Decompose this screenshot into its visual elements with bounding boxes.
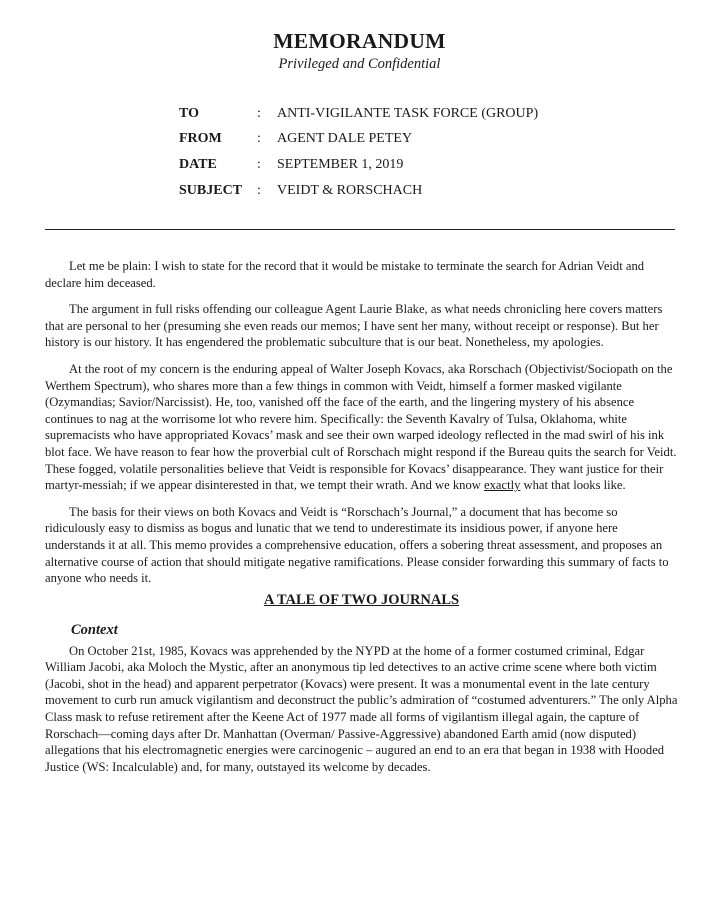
field-value: SEPTEMBER 1, 2019 [277, 157, 404, 172]
paragraph-4: The basis for their views on both Kovacs and Veidt is “Rorschach’s Journal,” a document that has become so ridiculously easy to dismiss as bogus and lunatic that we tend to underestimate its insidious power, if anyone here understands it at all. This memo provides a comprehensive education, offers a sobering threat assessment, and proposes an alternative course of action that should mitigate negative ramifications. Please consider forwarding this summary of facts to anyone who needs it. [45, 504, 669, 586]
paragraph-2: The argument in full risks offending our colleague Agent Laurie Blake, as what needs chronicling here covers matters that are personal to her (presuming she even reads our memos; I have sent her many, without receipt or response). But her history is our history. It has engendered the problematic subculture that is our beat. Nonetheless, my apologies. [45, 302, 663, 350]
field-label: TO [179, 106, 199, 121]
field-value: ANTI-VIGILANTE TASK FORCE (GROUP) [277, 106, 539, 121]
field-colon: : [257, 157, 261, 172]
field-colon: : [257, 183, 261, 198]
field-value: AGENT DALE PETEY [277, 131, 413, 146]
field-label: DATE [179, 157, 217, 172]
paragraph-3-text: At the root of my concern is the enduring appeal of Walter Joseph Kovacs, aka Rorschach (Objectivist/Sociopath on the Werthem Spectrum), who shares more than a few things in common with Veidt, himself a former masked vigilante (Ozymandias; Savior/Narcissist). He, too, vanished off the face of the earth, and the lingering mystery of his absence continues to nag at the worrisome lot who revere him. Specifically: the Seventh Kavalry of Tulsa, Oklahoma, white supremacists who have appropriated Kovacs’ mask and see their own warped ideology reflected in the mad swirl of his ink blot face. We have reason to fear how the proverbial cult of Rorschach might respond if the Bureau quits the search for Veidt. These fogged, volatile personalities believe that Veidt is responsible for Kovacs’ disappearance. They want justice for their martyr-messiah; if we appear disinterested in that, we tempt their wrath. And we know [45, 361, 677, 493]
memo-body [45, 258, 678, 785]
field-colon: : [257, 106, 261, 121]
field-label: FROM [179, 131, 222, 146]
memo-subtitle: Privileged and Confidential [278, 56, 441, 72]
emphasis-exactly: exactly [484, 478, 521, 493]
paragraph-3-end: what that looks like. [520, 478, 626, 493]
paragraph-1: Let me be plain: I wish to state for the record that it would be mistake to terminate the search for Adrian Veidt and declare him deceased. [45, 259, 645, 290]
subheading-context: Context [71, 621, 118, 638]
memo-title: MEMORANDUM [273, 29, 446, 53]
field-value: VEIDT & RORSCHACH [277, 183, 423, 198]
field-colon: : [257, 131, 261, 146]
field-label: SUBJECT [179, 183, 243, 198]
header-divider [45, 229, 675, 230]
paragraph-5: On October 21st, 1985, Kovacs was apprehended by the NYPD at the home of a former costumed criminal, Edgar William Jacobi, aka Moloch the Mystic, after an anonymous tip led detectives to an active crime scene where both victim (Jacobi, shot in the head) and apparent perpetrator (Kovacs) were present. It was a monumental event in the late century movement to curb run amuck vigilantism and deconstruct the public’s admiration of “costumed adventurers.” The only Alpha Class mask to refuse retirement after the Keene Act of 1977 made all forms of vigilantism illegal again, the capture of Rorschach—coming days after Dr. Manhattan (Overman/ Passive-Aggressive) abandoned Earth amid (now disputed) allegations that his electromagnetic energies were carcinogenic – augured an end to an era that began in 1938 with Hooded Justice (WS: Incalculable) and, for many, outstayed its welcome by decades. [45, 643, 678, 774]
section-title: A TALE OF TWO JOURNALS [263, 591, 460, 608]
paragraph-3 [45, 361, 678, 494]
